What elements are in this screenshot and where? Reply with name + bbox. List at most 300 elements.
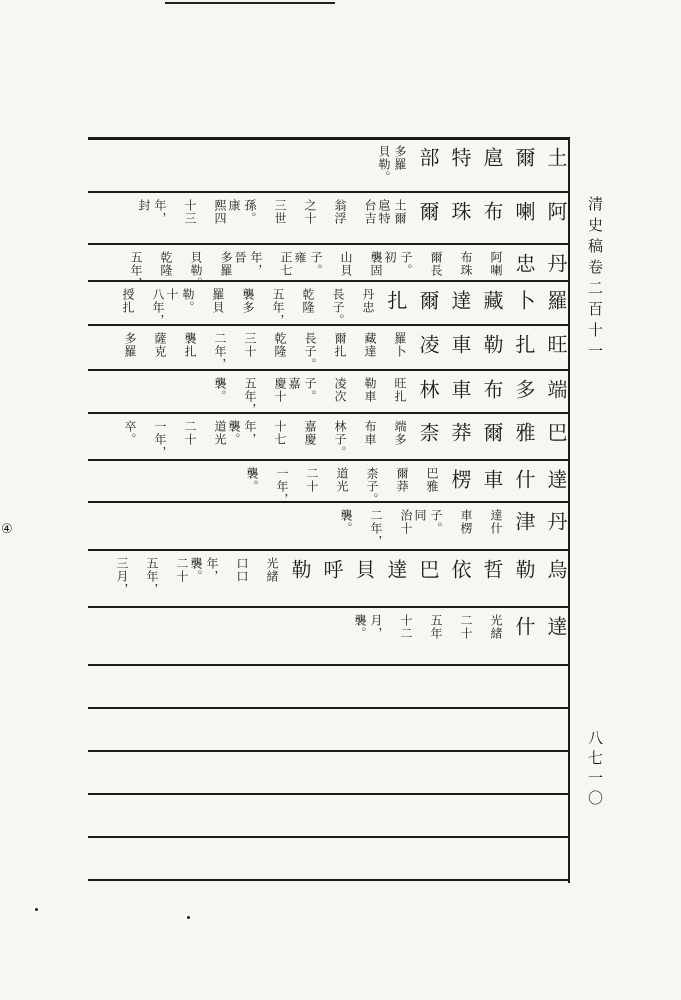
cell-text: 喇: [512, 201, 536, 225]
annotation-cell: [166, 324, 196, 369]
cell-text: 雅: [512, 422, 536, 446]
cell-text: 丹: [544, 511, 568, 535]
annotation-cell: [226, 412, 256, 459]
cell-text: 五年，: [129, 251, 143, 290]
annotation-cell: [196, 369, 226, 412]
cell-text: 藏達: [363, 332, 377, 358]
name-glyph-cell: [534, 369, 566, 412]
name-glyph-cell: [502, 606, 534, 664]
cell-text: 丹: [544, 253, 568, 277]
annotation-cell: [166, 412, 196, 459]
cell-text: 月，: [369, 614, 383, 640]
cell-text: 什: [512, 469, 536, 493]
cell-text: 二年，: [213, 332, 227, 371]
table-row: [88, 137, 566, 191]
annotation-cell: [316, 412, 346, 459]
cell-text: 柰子。: [365, 467, 379, 506]
cell-text: 薩克: [153, 332, 167, 358]
name-glyph-cell: [438, 549, 470, 606]
table-row: [88, 412, 566, 459]
annotation-cell: [316, 324, 346, 369]
cell-text: 十三: [183, 199, 197, 225]
cell-text: 勒。: [181, 288, 195, 314]
cell-text: 襲多: [241, 288, 255, 314]
cell-text: 道光: [213, 420, 227, 446]
cell-text: 三世: [273, 199, 287, 225]
cell-text: 十七: [273, 420, 287, 446]
name-glyph-cell: [502, 191, 534, 243]
cell-text: 乾隆: [301, 288, 315, 314]
table-row: [88, 793, 566, 836]
name-glyph-cell: [374, 280, 406, 324]
annotation-cell: [344, 280, 374, 324]
top-rule: [165, 2, 335, 4]
annotation-cell: [286, 412, 316, 459]
cell-text: 爾扎: [333, 332, 347, 358]
cell-text: 襲。: [245, 467, 259, 493]
name-glyph-cell: [438, 191, 470, 243]
annotation-cell: [226, 324, 256, 369]
cell-text: 正七: [279, 251, 293, 277]
table-row: [88, 750, 566, 793]
cell-text: 阿: [544, 201, 568, 225]
annotation-cell: [218, 549, 248, 606]
cell-text: 十二: [399, 614, 413, 640]
cell-text: 晉: [233, 251, 247, 264]
cell-text: 部: [416, 147, 440, 171]
cell-text: 勒: [288, 559, 312, 583]
cell-text: 羅: [544, 290, 568, 314]
cell-text: 車: [480, 469, 504, 493]
cell-text: 莽: [448, 422, 472, 446]
cell-text: 達: [384, 559, 408, 583]
annotation-cell: [228, 459, 258, 501]
cell-text: 林子。: [333, 420, 347, 459]
cell-text: 爾: [512, 147, 536, 171]
annotation-cell: [442, 243, 472, 280]
cell-text: 五年: [429, 614, 443, 640]
annotation-cell: [262, 243, 292, 280]
cell-text: 旺扎: [393, 377, 407, 403]
name-glyph-cell: [502, 459, 534, 501]
annotation-cell: [412, 606, 442, 664]
cell-text: 烏: [544, 559, 568, 583]
name-glyph-cell: [374, 549, 406, 606]
cell-text: 光緒: [489, 614, 503, 640]
cell-text: 阿喇: [489, 251, 503, 277]
cell-text: 珠: [448, 201, 472, 225]
annotation-cell: [284, 280, 314, 324]
annotation-cell: [164, 280, 194, 324]
name-glyph-cell: [534, 412, 566, 459]
annotation-cell: [286, 191, 316, 243]
cell-text: 襲。: [189, 557, 203, 583]
annotation-cell: [382, 243, 412, 280]
annotation-cell: [382, 606, 412, 664]
annotation-cell: [316, 191, 346, 243]
cell-text: 乾隆: [159, 251, 173, 277]
volume-title: 清史稿卷二百十一: [586, 196, 604, 364]
annotation-cell: [352, 501, 382, 549]
cell-text: 二十: [459, 614, 473, 640]
cell-text: 襲固: [369, 251, 383, 277]
name-glyph-cell: [406, 324, 438, 369]
annotation-cell: [376, 137, 406, 191]
name-glyph-cell: [438, 137, 470, 191]
cell-text: 八年，: [151, 288, 165, 327]
annotation-cell: [376, 191, 406, 243]
cell-text: 子。: [309, 251, 323, 277]
cell-text: 三十: [243, 332, 257, 358]
annotation-cell: [352, 243, 382, 280]
cell-text: 五年，: [271, 288, 285, 327]
name-glyph-cell: [406, 280, 438, 324]
cell-text: 光緒: [265, 557, 279, 583]
annotation-cell: [352, 606, 382, 664]
annotation-cell: [254, 280, 285, 327]
cell-text: 羅卜: [393, 332, 407, 358]
name-glyph-cell: [406, 412, 438, 459]
name-glyph-cell: [534, 606, 566, 664]
cell-text: 羅貝: [211, 288, 225, 314]
annotation-cell: [256, 369, 286, 412]
annotation-cell: [412, 501, 442, 549]
cell-text: 爾: [416, 290, 440, 314]
cell-text: 忠: [512, 253, 536, 277]
cell-text: 車: [448, 379, 472, 403]
annotation-cell: [472, 243, 502, 280]
cell-text: 襲。: [339, 509, 353, 535]
name-glyph-cell: [406, 549, 438, 606]
cell-text: 二十: [305, 467, 319, 493]
name-glyph-cell: [438, 280, 470, 324]
name-glyph-cell: [470, 324, 502, 369]
cell-text: 嘉慶: [303, 420, 317, 446]
name-glyph-cell: [438, 459, 470, 501]
cell-text: 車楞: [459, 509, 473, 535]
cell-text: 爾: [416, 201, 440, 225]
cell-text: 二十: [183, 420, 197, 446]
name-glyph-cell: [502, 280, 534, 324]
table-row: [88, 191, 566, 243]
cell-text: 三月，: [115, 557, 129, 596]
cell-text: 特: [448, 147, 472, 171]
cell-text: 林: [416, 379, 440, 403]
annotation-cell: [408, 459, 438, 501]
annotation-cell: [188, 549, 218, 606]
annotation-cell: [202, 243, 232, 280]
cell-text: 扎: [512, 334, 536, 358]
cell-text: 年，: [249, 251, 263, 277]
name-glyph-cell: [470, 412, 502, 459]
name-glyph-cell: [278, 549, 310, 606]
name-glyph-cell: [438, 369, 470, 412]
cell-text: 達: [448, 290, 472, 314]
annotation-cell: [346, 369, 376, 412]
cell-text: 慶十: [273, 377, 287, 403]
cell-text: 多羅: [219, 251, 233, 277]
annotation-cell: [346, 324, 376, 369]
annotation-cell: [472, 501, 502, 549]
cell-text: 熙四: [213, 199, 227, 225]
name-glyph-cell: [470, 459, 502, 501]
cell-text: 襲。: [213, 377, 227, 403]
annotation-cell: [158, 549, 188, 606]
annotation-cell: [256, 191, 286, 243]
genealogy-table: [88, 137, 570, 883]
cell-text: 車: [448, 334, 472, 358]
page-number: 八七一〇: [586, 730, 604, 810]
name-glyph-cell: [534, 501, 566, 549]
cell-text: 襲。: [353, 614, 367, 640]
cell-text: 乾隆: [273, 332, 287, 358]
cell-text: 土: [544, 147, 568, 171]
annotation-cell: [348, 459, 379, 506]
annotation-cell: [286, 324, 316, 369]
annotation-cell: [382, 501, 412, 549]
cell-text: 治十: [399, 509, 413, 535]
name-glyph-cell: [502, 243, 534, 280]
cell-text: 孫。: [243, 199, 257, 225]
annotation-cell: [472, 606, 502, 664]
cell-text: 五年，: [243, 377, 257, 416]
name-glyph-cell: [502, 549, 534, 606]
annotation-cell: [376, 412, 406, 459]
cell-text: 襲。: [227, 420, 241, 446]
cell-text: 多羅: [393, 145, 407, 171]
cell-text: 年，: [205, 557, 219, 583]
cell-text: 旺: [544, 334, 568, 358]
annotation-cell: [224, 280, 254, 324]
table-row: [88, 606, 566, 664]
annotation-cell: [316, 369, 346, 412]
cell-text: 達: [544, 469, 568, 493]
annotation-cell: [106, 324, 136, 369]
name-glyph-cell: [438, 324, 470, 369]
cell-text: 爾莽: [395, 467, 409, 493]
cell-text: 子。: [429, 509, 443, 535]
annotation-cell: [142, 243, 172, 280]
cell-text: 授扎: [121, 288, 135, 314]
print-speck: [187, 916, 190, 919]
cell-text: 年，: [243, 420, 257, 446]
table-row: [88, 243, 568, 290]
annotation-cell: [346, 191, 376, 243]
annotation-cell: [256, 324, 286, 369]
cell-text: 長子。: [331, 288, 345, 327]
cell-text: 丹忠: [361, 288, 375, 314]
annotation-cell: [314, 280, 345, 327]
cell-text: 子。: [303, 377, 317, 403]
cell-text: 貝勒。: [189, 251, 203, 290]
cell-text: 康: [227, 199, 241, 212]
annotation-cell: [112, 243, 143, 290]
annotation-cell: [106, 412, 136, 459]
annotation-cell: [196, 191, 226, 243]
cell-text: 道光: [335, 467, 349, 493]
cell-text: 一年，: [275, 467, 289, 506]
name-glyph-cell: [406, 369, 438, 412]
cell-text: 藏: [480, 290, 504, 314]
table-row: [88, 459, 568, 506]
cell-text: 卒。: [123, 420, 137, 446]
table-row: [88, 501, 566, 549]
cell-text: 十: [165, 288, 179, 301]
cell-text: 多羅: [123, 332, 137, 358]
annotation-cell: [104, 280, 134, 324]
cell-text: 扈特: [377, 199, 391, 225]
annotation-cell: [136, 324, 166, 369]
cell-text: 同: [413, 509, 427, 522]
cell-text: 爾長: [429, 251, 443, 277]
annotation-cell: [376, 324, 406, 369]
annotation-cell: [166, 191, 196, 243]
name-glyph-cell: [406, 137, 438, 191]
annotation-cell: [98, 549, 128, 606]
annotation-cell: [196, 324, 226, 369]
annotation-cell: [442, 501, 472, 549]
cell-text: 山貝: [339, 251, 353, 277]
cell-text: 之十: [303, 199, 317, 225]
annotation-cell: [322, 243, 352, 280]
annotation-cell: [286, 369, 316, 412]
cell-text: 巴: [544, 422, 568, 446]
cell-text: 五年，: [145, 557, 159, 596]
table-row: [88, 836, 566, 879]
annotation-cell: [378, 459, 408, 501]
cell-text: 年，: [153, 199, 167, 225]
table-row: [88, 324, 566, 369]
cell-text: 口口: [235, 557, 249, 583]
name-glyph-cell: [534, 549, 566, 606]
cell-text: 扎: [384, 290, 408, 314]
cell-text: 凌次: [333, 377, 347, 403]
name-glyph-cell: [470, 280, 502, 324]
cell-text: 達: [544, 616, 568, 640]
cell-text: 呼: [320, 559, 344, 583]
table-row: [88, 707, 566, 750]
cell-text: 二年，: [369, 509, 383, 548]
cell-text: 一年，: [153, 420, 167, 459]
annotation-cell: [196, 412, 226, 459]
print-speck: [35, 908, 38, 911]
name-glyph-cell: [502, 369, 534, 412]
annotation-cell: [256, 412, 286, 459]
table-right-border: [568, 137, 571, 883]
annotation-cell: [194, 280, 224, 324]
annotation-cell: [346, 412, 376, 459]
cell-text: 凌: [416, 334, 440, 358]
annotation-cell: [376, 369, 406, 412]
annotation-cell: [258, 459, 289, 506]
cell-text: 勒: [512, 559, 536, 583]
cell-text: 端多: [393, 420, 407, 446]
cell-text: 爾: [480, 422, 504, 446]
name-glyph-cell: [534, 243, 566, 280]
name-glyph-cell: [310, 549, 342, 606]
name-glyph-cell: [534, 137, 566, 191]
cell-text: 子。: [399, 251, 413, 277]
table-row: [88, 879, 566, 883]
annotation-cell: [136, 412, 166, 459]
table-row: [88, 369, 568, 416]
cell-text: 土爾: [393, 199, 407, 225]
name-glyph-cell: [502, 501, 534, 549]
cell-text: 巴雅: [425, 467, 439, 493]
annotation-cell: [134, 280, 165, 327]
cell-text: 雍: [293, 251, 307, 264]
name-glyph-cell: [438, 412, 470, 459]
cell-text: 什: [512, 616, 536, 640]
annotation-cell: [412, 243, 442, 280]
annotation-cell: [226, 191, 256, 243]
cell-text: 依: [448, 559, 472, 583]
annotation-cell: [136, 191, 166, 243]
name-glyph-cell: [342, 549, 374, 606]
name-glyph-cell: [534, 191, 566, 243]
name-glyph-cell: [470, 191, 502, 243]
cell-text: 封: [137, 199, 151, 212]
cell-text: 貝勒。: [377, 145, 391, 184]
cell-text: 布: [480, 201, 504, 225]
table-row: [88, 280, 568, 327]
cell-text: 勒車: [363, 377, 377, 403]
cell-text: 嘉: [287, 377, 301, 390]
annotation-cell: [232, 243, 262, 280]
cell-text: 翁浮: [333, 199, 347, 225]
annotation-cell: [292, 243, 322, 280]
name-glyph-cell: [502, 324, 534, 369]
cell-text: 布珠: [459, 251, 473, 277]
margin-mark: ④: [1, 522, 13, 537]
cell-text: 多: [512, 379, 536, 403]
cell-text: 布車: [363, 420, 377, 446]
cell-text: 布: [480, 379, 504, 403]
cell-text: 楞: [448, 469, 472, 493]
annotation-cell: [288, 459, 318, 501]
cell-text: 卜: [512, 290, 536, 314]
cell-text: 哲: [480, 559, 504, 583]
name-glyph-cell: [470, 137, 502, 191]
name-glyph-cell: [534, 459, 566, 501]
cell-text: 長子。: [303, 332, 317, 371]
cell-text: 二十: [175, 557, 189, 583]
annotation-cell: [226, 369, 257, 416]
cell-text: 達什: [489, 509, 503, 535]
name-glyph-cell: [470, 369, 502, 412]
cell-text: 扈: [480, 147, 504, 171]
annotation-cell: [318, 459, 348, 501]
cell-text: 襲扎: [183, 332, 197, 358]
name-glyph-cell: [534, 280, 566, 324]
annotation-cell: [172, 243, 203, 290]
cell-text: 津: [512, 511, 536, 535]
cell-text: 貝: [352, 559, 376, 583]
name-glyph-cell: [470, 549, 502, 606]
cell-text: 勒: [480, 334, 504, 358]
table-row: [88, 549, 566, 606]
table-row: [88, 664, 566, 707]
cell-text: 台吉: [363, 199, 377, 225]
cell-text: 初: [383, 251, 397, 264]
name-glyph-cell: [502, 137, 534, 191]
annotation-cell: [128, 549, 158, 606]
name-glyph-cell: [406, 191, 438, 243]
annotation-cell: [248, 549, 278, 606]
name-glyph-cell: [502, 412, 534, 459]
cell-text: 端: [544, 379, 568, 403]
annotation-cell: [322, 501, 352, 549]
